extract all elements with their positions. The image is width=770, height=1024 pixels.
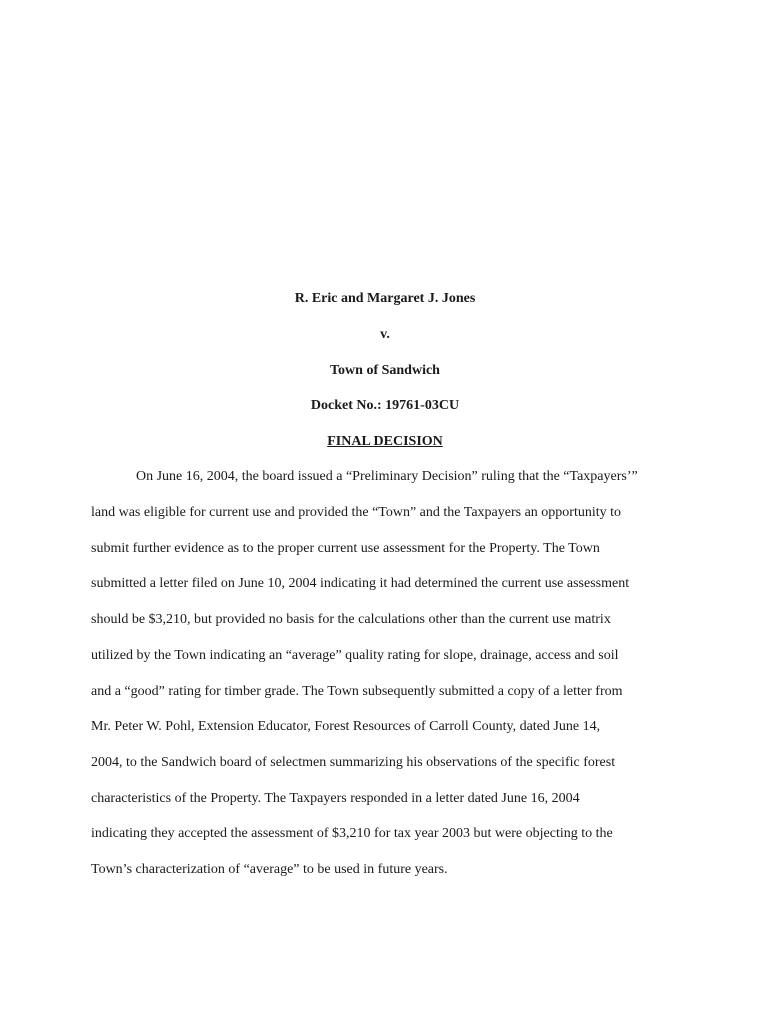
body-line: submit further evidence as to the proper current use assessment for the Property. The Town — [91, 541, 600, 556]
body-line: utilized by the Town indicating an “average” quality rating for slope, drainage, access and soil — [91, 648, 619, 663]
body-line: should be $3,210, but provided no basis for the calculations other than the current use matrix — [91, 612, 611, 627]
body-line: On June 16, 2004, the board issued a “Preliminary Decision” ruling that the “Taxpayers’” — [136, 469, 638, 484]
body-line: Town’s characterization of “average” to be used in future years. — [91, 862, 448, 877]
docket-number: Docket No.: 19761-03CU — [310, 398, 460, 413]
body-line: and a “good” rating for timber grade. The Town subsequently submitted a copy of a letter from — [91, 684, 623, 699]
body-line: Mr. Peter W. Pohl, Extension Educator, Forest Resources of Carroll County, dated June 14, — [91, 719, 601, 734]
body-line: 2004, to the Sandwich board of selectmen summarizing his observations of the specific forest — [91, 755, 616, 770]
versus-label: v. — [380, 327, 390, 342]
body-line: submitted a letter filed on June 10, 2004 indicating it had determined the current use assessment — [91, 576, 630, 591]
body-line: characteristics of the Property. The Taxpayers responded in a letter dated June 16, 2004 — [91, 791, 580, 806]
body-line: indicating they accepted the assessment of $3,210 for tax year 2003 but were objecting to the — [91, 826, 613, 841]
case-parties: R. Eric and Margaret J. Jones — [294, 291, 476, 306]
decision-title: FINAL DECISION — [327, 434, 443, 449]
respondent-name: Town of Sandwich — [330, 363, 440, 378]
body-line: land was eligible for current use and provided the “Town” and the Taxpayers an opportunity to — [91, 505, 622, 520]
